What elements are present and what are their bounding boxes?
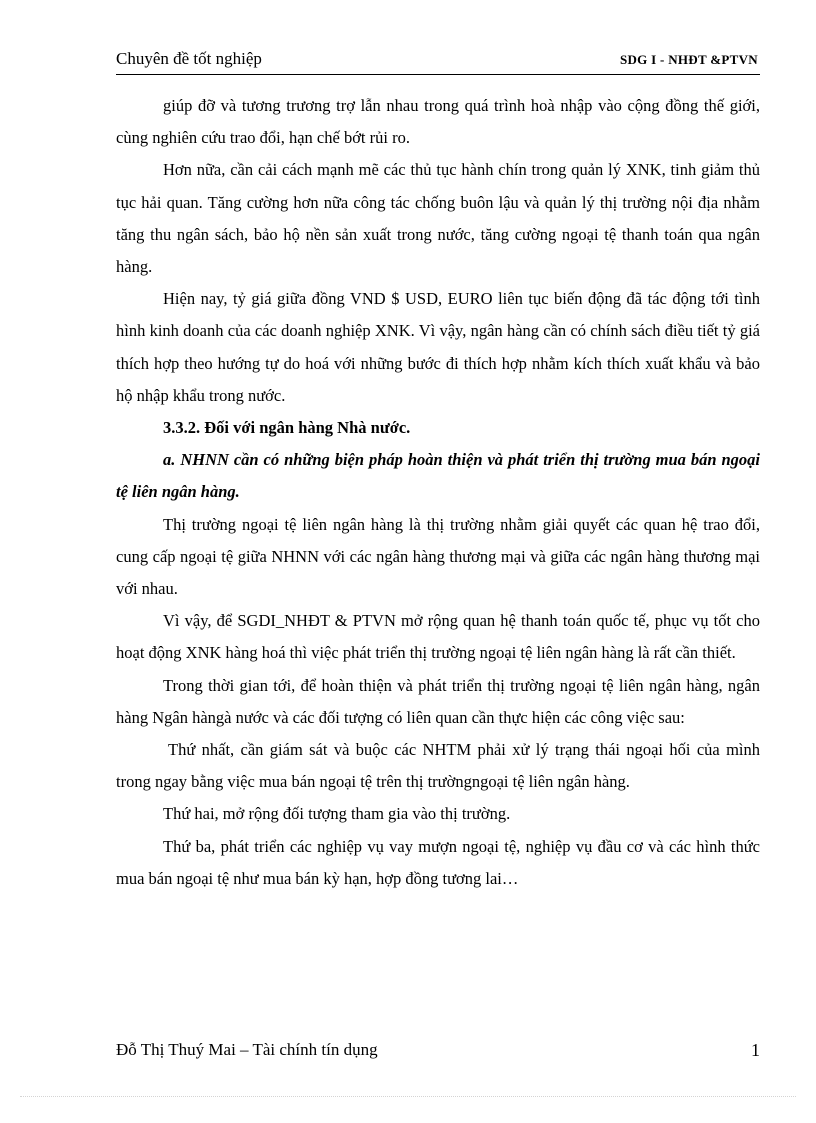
page-number: 1 [751, 1040, 760, 1060]
section-heading: 3.3.2. Đối với ngân hàng Nhà nước. [163, 418, 411, 438]
page-header [116, 48, 760, 75]
page-body [116, 90, 760, 895]
page-bottom-divider [20, 1096, 796, 1097]
paragraph-second-task: Thứ hai, mở rộng đối tượng tham gia vào thị trường. [163, 804, 511, 824]
footer-author: Đỗ Thị Thuý Mai – Tài chính tín dụng [116, 1040, 378, 1059]
paragraph-third-task: Thứ ba, phát triển các nghiệp vụ vay mượn ngoại tệ, nghiệp vụ đầu cơ và các hình thức mua bán ngoại tệ như mua bán kỳ hạn, hợp đồng tương lai… [116, 836, 760, 888]
subsection-heading: a. NHNN cần có những biện pháp hoàn thiện và phát triển thị trường mua bán ngoại tệ liên ngân hàng. [116, 450, 760, 502]
paragraph-exchange-rate: Hiện nay, tỷ giá giữa đồng VND $ USD, EURO liên tục biến động đã tác động tới tình hình kinh doanh của các doanh nghiệp XNK. Vì vậy, ngân hàng cần có chính sách điều tiết tỷ giá thích hợp theo hướng tự do hoá với những bước đi thích hợp nhằm kích thích xuất khẩu và bảo hộ nhập khẩu trong nước. [116, 289, 760, 405]
paragraph-therefore: Vì vậy, để SGDI_NHĐT & PTVN mở rộng quan hệ thanh toán quốc tế, phục vụ tốt cho hoạt động XNK hàng hoá thì việc phát triển thị trường ngoại tệ liên ngân hàng là rất cần thiết. [116, 611, 760, 663]
paragraph-interbank-market: Thị trường ngoại tệ liên ngân hàng là thị trường nhằm giải quyết các quan hệ trao đổi, cung cấp ngoại tệ giữa NHNN với các ngân hàng thương mại và giữa các ngân hàng thương mại với nhau. [116, 514, 760, 599]
header-title: Chuyên đề tốt nghiệp [116, 49, 262, 68]
header-institution: SDG I - NHĐT &PTVN [619, 52, 758, 67]
paragraph-first-task: Thứ nhất, cần giám sát và buộc các NHTM phải xử lý trạng thái ngoại hối của mình trong ngay bằng việc mua bán ngoại tệ trên thị trườngngoại tệ liên ngân hàng. [116, 740, 760, 792]
page-footer [116, 1038, 760, 1064]
paragraph-continuation: giúp đỡ và tương trương trợ lẫn nhau trong quá trình hoà nhập vào cộng đồng thế giới, cùng nghiên cứu trao đổi, hạn chế bớt rủi ro. [116, 96, 760, 148]
paragraph-administrative-reform: Hơn nữa, cần cải cách mạnh mẽ các thủ tục hành chín trong quản lý XNK, tinh giảm thủ tục hải quan. Tăng cường hơn nữa công tác chống buôn lậu và quản lý thị trường nội địa nhằm tăng thu ngân sách, bảo hộ nền sản xuất trong nước, tăng cường ngoại tệ thanh toán qua ngân hàng. [116, 160, 760, 277]
paragraph-upcoming-tasks: Trong thời gian tới, để hoàn thiện và phát triển thị trường ngoại tệ liên ngân hàng, ngân hàng Ngân hàngà nước và các đối tượng có liên quan cần thực hiện các công việc sau: [116, 675, 760, 727]
